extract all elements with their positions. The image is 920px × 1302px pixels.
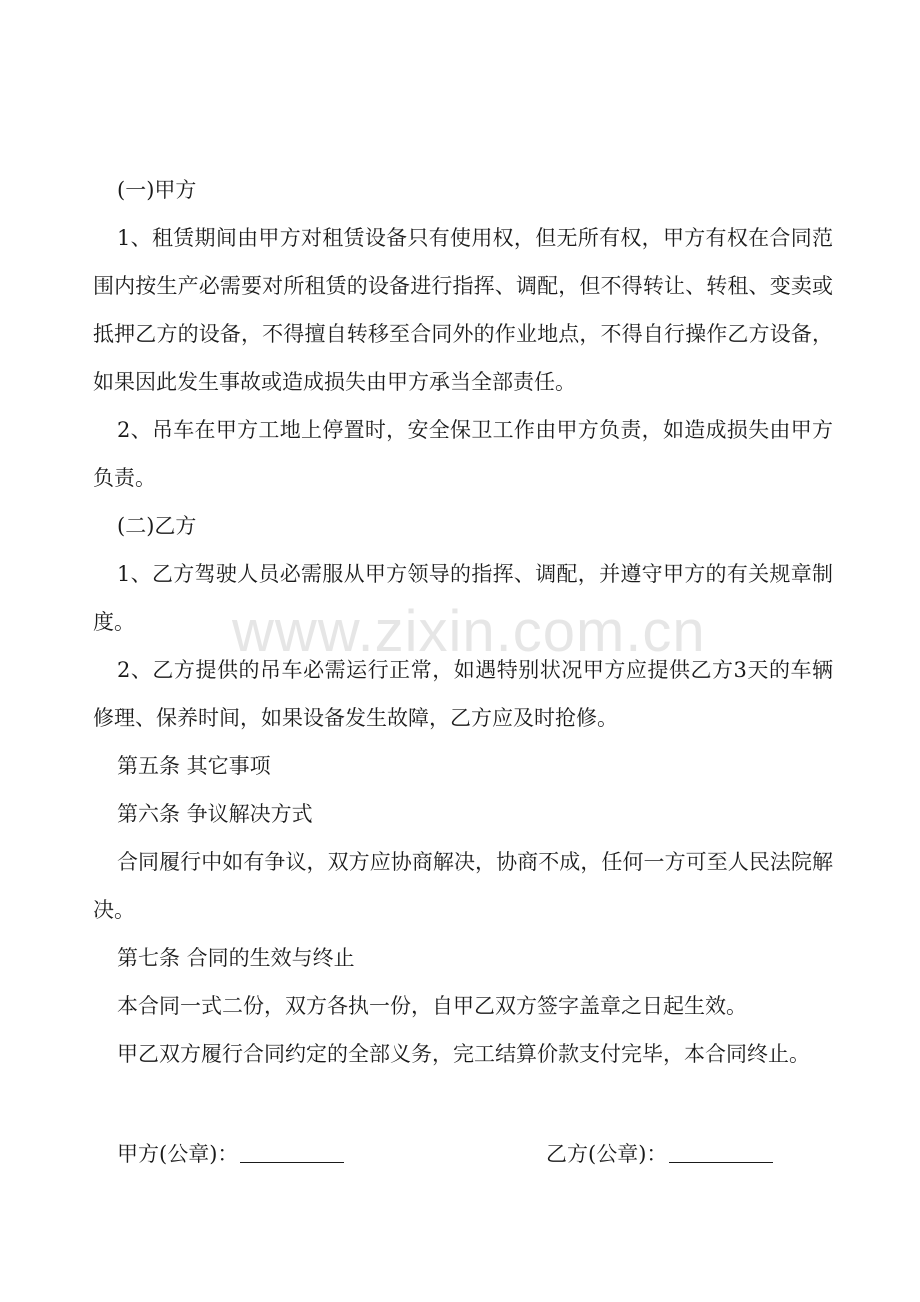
party-a-item-1: 1、租赁期间由甲方对租赁设备只有使用权，但无所有权，甲方有权在合同范围内按生产必需要对所租赁的设备进行指挥、调配，但不得转让、转租、变卖或抵押乙方的设备，不得擅自转移至合同外的作业地点，不得自行操作乙方设备，如果因此发生事故或造成损失由甲方承当全部责任。 xyxy=(93,226,833,394)
article-6-body: 合同履行中如有争议，双方应协商解决，协商不成，任何一方可至人民法院解决。 xyxy=(93,850,833,922)
article-7-heading: 第七条 合同的生效与终止 xyxy=(117,946,355,970)
party-b-item-1: 1、乙方驾驶人员必需服从甲方领导的指挥、调配，并遵守甲方的有关规章制度。 xyxy=(93,562,833,634)
party-a-signature-blank xyxy=(240,1136,344,1163)
document-body xyxy=(93,166,833,1078)
party-b-signature-blank xyxy=(669,1136,773,1163)
party-a-signature-label: 甲方(公章)： xyxy=(117,1142,239,1166)
article-7-body-2: 甲乙双方履行合同约定的全部义务，完工结算价款支付完毕，本合同终止。 xyxy=(117,1042,810,1066)
party-b-heading: (二)乙方 xyxy=(117,514,197,538)
signature-row xyxy=(93,1130,833,1178)
article-5-heading: 第五条 其它事项 xyxy=(117,754,271,778)
party-b-item-2: 2、乙方提供的吊车必需运行正常，如遇特别状况甲方应提供乙方3天的车辆修理、保养时间，如果设备发生故障，乙方应及时抢修。 xyxy=(93,658,833,730)
watermark: www.zixin.com.cn xyxy=(232,599,706,664)
article-7-body-1: 本合同一式二份，双方各执一份，自甲乙双方签字盖章之日起生效。 xyxy=(117,994,747,1018)
party-a-signature xyxy=(117,1130,344,1178)
party-a-item-2: 2、吊车在甲方工地上停置时，安全保卫工作由甲方负责，如造成损失由甲方负责。 xyxy=(93,418,833,490)
party-b-signature-label: 乙方(公章)： xyxy=(546,1142,668,1166)
party-a-heading: (一)甲方 xyxy=(117,178,197,202)
article-6-heading: 第六条 争议解决方式 xyxy=(117,802,313,826)
party-b-signature xyxy=(546,1130,773,1178)
